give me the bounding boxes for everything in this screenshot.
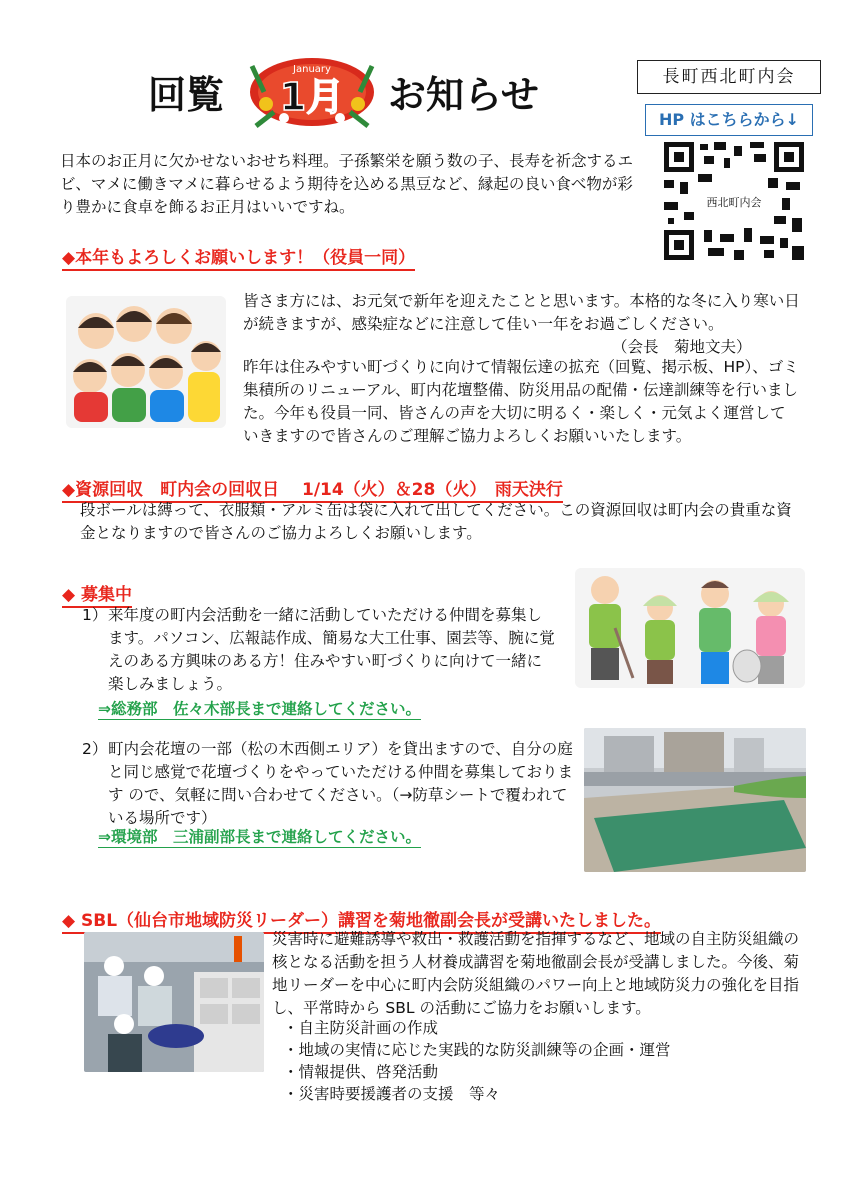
title-oshirase: お知らせ <box>388 73 539 117</box>
hp-link[interactable]: HP はこちらから↓ <box>645 104 813 136</box>
flowerbed-photo <box>584 728 806 872</box>
january-badge <box>244 52 380 130</box>
item2-contact: ⇒環境部 三浦副部長まで連絡してください。 <box>98 825 421 848</box>
item1-number: 1） <box>82 606 108 624</box>
badge-sub: January <box>293 64 331 75</box>
sbl-activities-list <box>283 1017 783 1105</box>
last-year-report: 昨年は住みやすい町づくりに向けて情報伝達の拡充（回覧、掲示板、HP）、ゴミ集積所のリニューアル、町内花壇整備、防災用品の配備・伝達訓練等を行いました。今年も役員一同、皆さんの声を大切に明るく・楽しく・元気よく運営していきますので皆さんのご理解ご協力よろしくお願いいたします。 <box>243 358 799 445</box>
item2-number: 2） <box>82 740 108 758</box>
greeting-text: 皆さま方には、お元気で新年を迎えたことと思います。本格的な冬に入り寒い日が続きますが、感染症などに注意して佳い一年をお過ごしください。 <box>243 292 800 333</box>
section3-heading: ◆ 募集中 <box>62 580 132 608</box>
list-item: ・地域の実情に応じた実践的な防災訓練等の企画・運営 <box>283 1041 671 1059</box>
volunteers-illustration <box>575 568 805 688</box>
list-item: ・災害時要援護者の支援 等々 <box>283 1085 501 1103</box>
intro-text: 日本のお正月に欠かせないおせち料理。子孫繁栄を願う数の子、長寿を祈念するエビ、マメに働きマメに暮らせるよう期待を込める黒豆など、縁起の良い食べ物が彩り豊かに食卓を飾るお正月はいいですね。 <box>60 152 634 216</box>
qr-code[interactable] <box>664 142 804 260</box>
section2-heading: ◆資源回収 町内会の回収日 1/14（火）＆28（火） 雨天決行 <box>62 475 563 503</box>
recycling-text: 段ボールは縛って、衣服類・アルミ缶は袋に入れて出してください。この資源回収は町内会の貴重な資金となりますので皆さんのご協力よろしくお願いします。 <box>80 501 792 542</box>
list-item: ・自主防災計画の作成 <box>283 1019 439 1037</box>
badge-main: 1月 <box>279 75 345 119</box>
title-kairan: 回覧 <box>148 73 225 117</box>
children-illustration <box>66 296 226 428</box>
item2-text: 町内会花壇の一部（松の木西側エリア）を貸出ますので、自分の庭と同じ感覚で花壇づくりをやっていただける仲間を募集しております ので、気軽に問い合わせてください。（→防草シートで覆われている場所です） <box>108 740 574 827</box>
section1-heading: ◆本年もよろしくお願いします！（役員一同） <box>62 243 415 271</box>
item1-text: 来年度の町内会活動を一緒に活動していただける仲間を募集します。パソコン、広報誌作成、簡易な大工仕事、園芸等、腕に覚えのある方興味のある方！住みやすい町づくりに向けて一緒に楽しみましょう。 <box>108 606 555 693</box>
greeting-signature: （会長 菊地文夫） <box>612 338 752 356</box>
item1-contact: ⇒総務部 佐々木部長まで連絡してください。 <box>98 697 421 720</box>
section4-heading: ◆ SBL（仙台市地域防災リーダー）講習を菊地徹副会長が受講いたしました。 <box>62 906 661 934</box>
organization-name: 長町西北町内会 <box>637 60 821 94</box>
list-item: ・情報提供、啓発活動 <box>283 1063 439 1081</box>
qr-label: 西北町内会 <box>706 196 762 209</box>
disaster-training-photo <box>84 932 264 1072</box>
sbl-text: 災害時に避難誘導や救出・救護活動を指揮するなど、地域の自主防災組織の核となる活動を担う人材養成講習を菊地徹副会長が受講しました。今後、菊地リーダーを中心に町内会防災組織のパワー向上と地域防災力の強化を目指し、平常時から SBL の活動にご協力をお願いします。 <box>272 930 800 1017</box>
